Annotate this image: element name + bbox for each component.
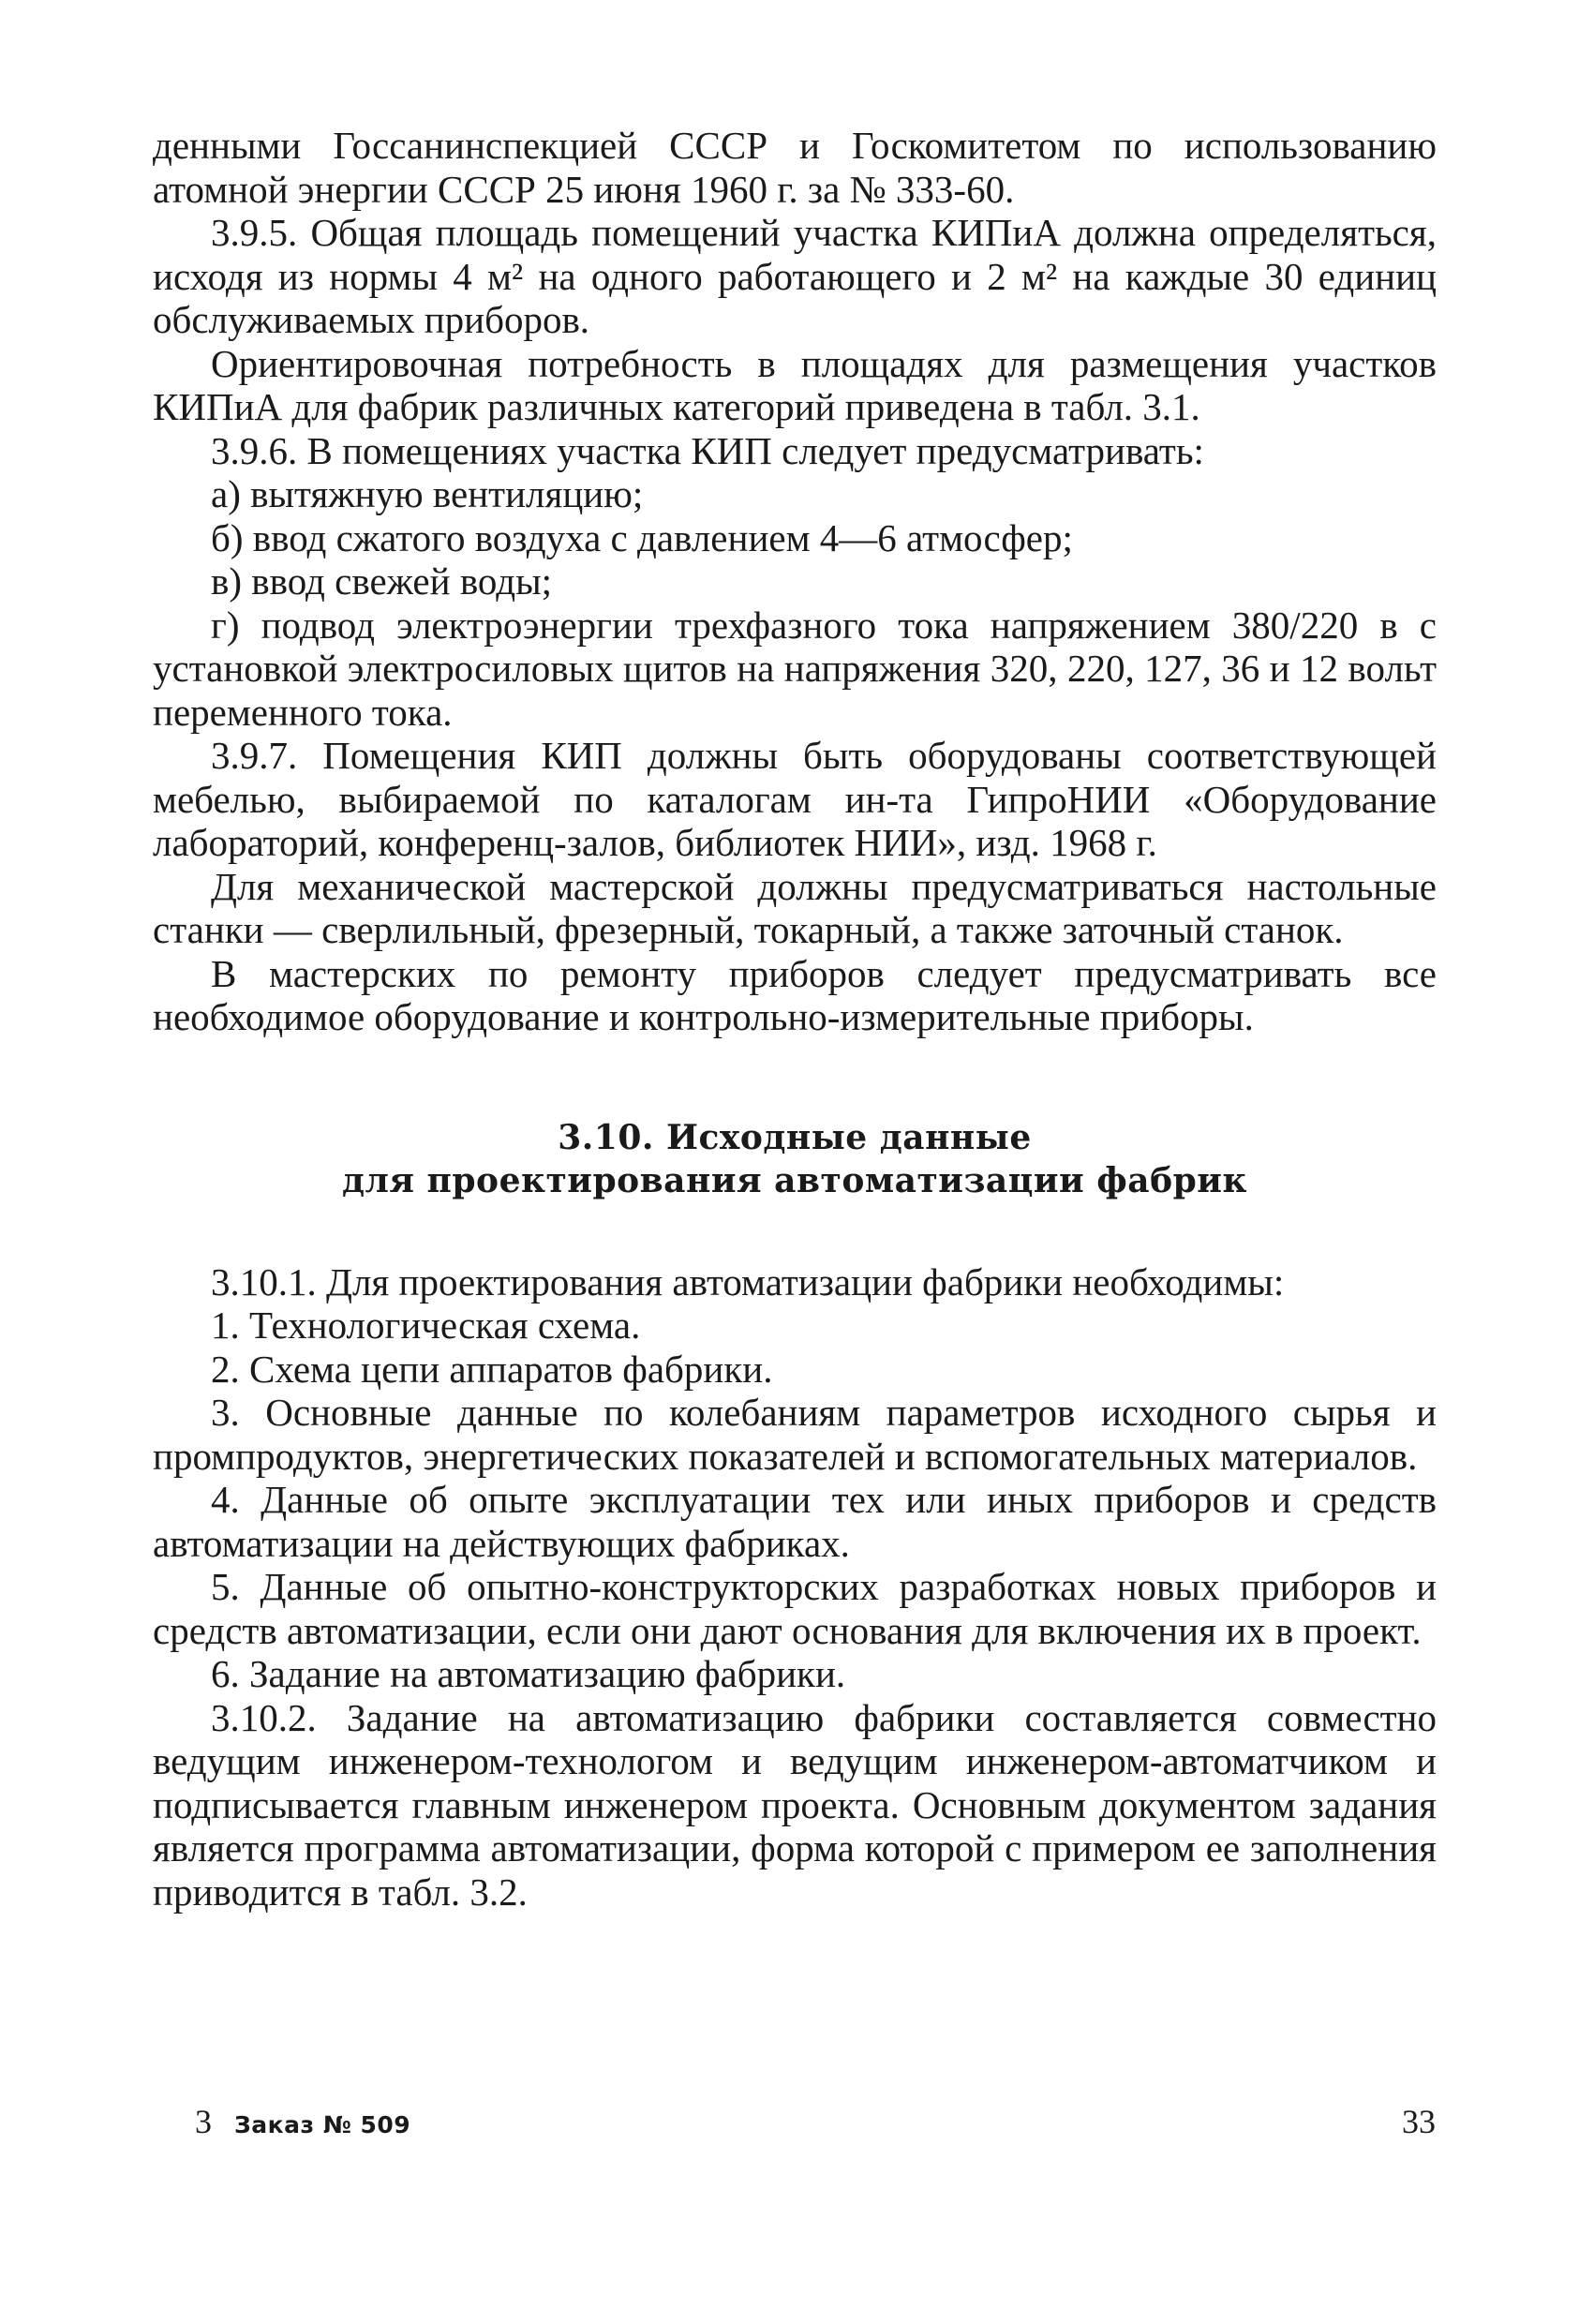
paragraph-mechanical-workshop: Для механической мастерской должны предусматриваться настольные станки — сверлильный, фрезерный, токарный, а также заточный станок. [153, 864, 1437, 951]
paragraph-3-9-6: 3.9.6. В помещениях участка КИП следует предусматривать: [211, 428, 1204, 472]
paragraph-3-10-1: 3.10.1. Для проектирования автоматизации фабрики необходимы: [211, 1259, 1285, 1304]
numbered-item-4: 4. Данные об опыте эксплуатации тех или иных приборов и средств автоматизации на действующих фабриках. [153, 1478, 1437, 1565]
paragraph-3-10-2: 3.10.2. Задание на автоматизацию фабрики составляется совместно ведущим инженером-технологом и ведущим инженером-автоматчиком и подписывается главным инженером проекта. Основным документом задания является программа автоматизации, форма которой с примером ее заполнения приводится в табл. 3.2. [153, 1695, 1437, 1914]
list-item-b: б) ввод сжатого воздуха с давлением 4—6 атмосфер; [211, 515, 1073, 559]
numbered-item-3: 3. Основные данные по колебаниям параметров исходного сырья и промпродуктов, энергетических показателей и вспомогательных материалов. [153, 1391, 1437, 1478]
paragraph-repair-workshop: В мастерских по ремонту приборов следует предусматривать все необходимое оборудование и контрольно-измерительные приборы. [153, 951, 1437, 1038]
printer-signature [195, 2102, 410, 2141]
section-heading-3-10 [153, 1116, 1437, 1202]
signature-number: 3 [195, 2103, 212, 2140]
numbered-item-2: 2. Схема цепи аппаратов фабрики. [211, 1347, 773, 1391]
section-heading-line-1: 3.10. Исходные данные [558, 1117, 1032, 1157]
paragraph-3-9-5: 3.9.5. Общая площадь помещений участка КИПиА должна определяться, исходя из нормы 4 м² на одного работающего и 2 м² на каждые 30 единиц обслуживаемых приборов. [153, 211, 1437, 341]
page-body [153, 124, 1437, 1914]
order-label: Заказ № 509 [234, 2111, 411, 2138]
section-heading-line-2: для проектирования автоматизации фабрик [342, 1160, 1247, 1200]
paragraph-area-requirements: Ориентировочная потребность в площадях для размещения участков КИПиА для фабрик различных категорий приведена в табл. 3.1. [153, 341, 1437, 428]
paragraph-continuation: денными Госсанинспекцией СССР и Госкомитетом по использованию атомной энергии СССР 25 июня 1960 г. за № 333-60. [153, 124, 1437, 211]
list-item-g: г) подвод электроэнергии трехфазного тока напряжением 380/220 в с установкой электросиловых щитов на напряжения 320, 220, 127, 36 и 12 вольт переменного тока. [153, 603, 1437, 734]
numbered-item-5: 5. Данные об опытно-конструкторских разработках новых приборов и средств автоматизации, если они дают основания для включения их в проект. [153, 1565, 1437, 1652]
page-number: 33 [1402, 2103, 1436, 2140]
page-footer [153, 2102, 1437, 2149]
numbered-item-1: 1. Технологическая схема. [211, 1304, 641, 1347]
numbered-item-6: 6. Задание на автоматизацию фабрики. [211, 1652, 846, 1695]
list-item-v: в) ввод свежей воды; [211, 559, 553, 603]
list-item-a: а) вытяжную вентиляцию; [211, 472, 644, 515]
paragraph-3-9-7: 3.9.7. Помещения КИП должны быть оборудованы соответствующей мебелью, выбираемой по каталогам ин-та ГипроНИИ «Оборудование лабораторий, конференц-залов, библиотек НИИ», изд. 1968 г. [153, 734, 1437, 864]
